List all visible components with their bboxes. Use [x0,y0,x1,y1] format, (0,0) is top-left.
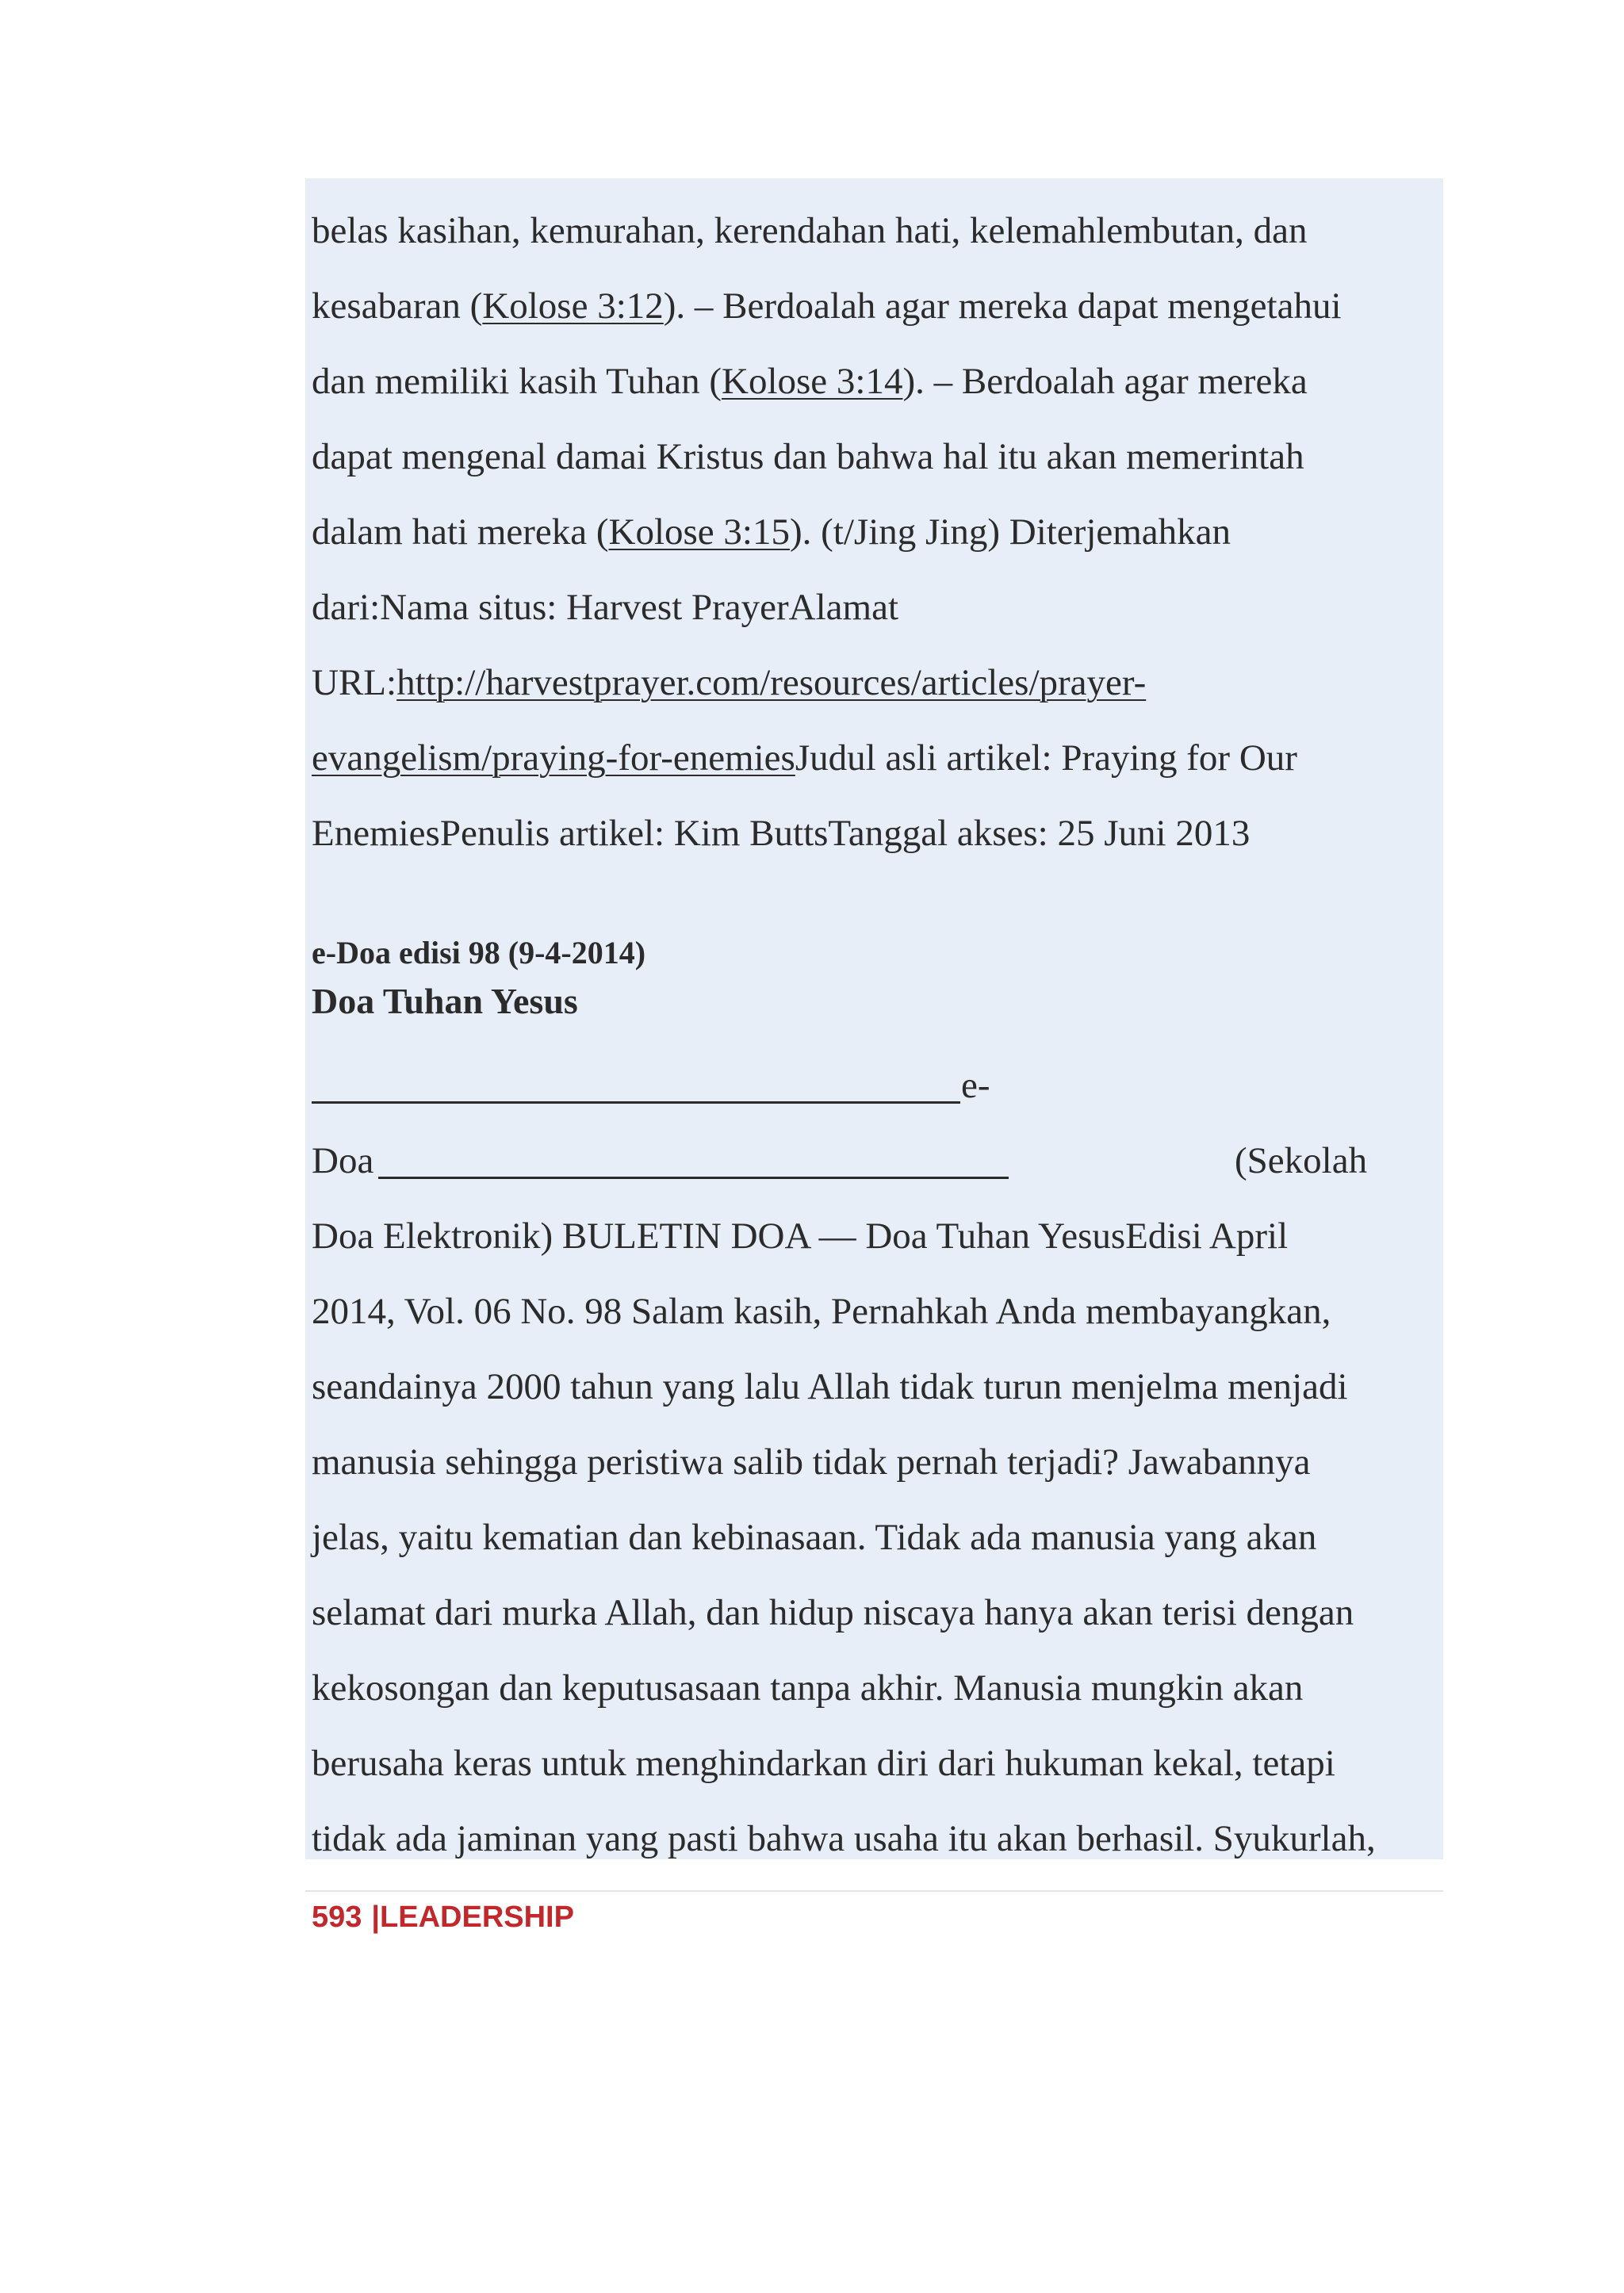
text-segment: kesabaran ( [312,285,483,327]
text-segment: ). (t/Jing Jing) Diterjemahkan [789,511,1231,553]
body-line [312,737,1297,779]
bulletin-brand-fragment: e- [961,1065,990,1106]
body-line [312,511,1231,553]
body-line [312,363,1308,400]
text-segment: dalam hati mereka ( [312,511,609,553]
page-number: 593 [312,1901,362,1934]
text-segment: Judul asli artikel: Praying for Our [795,737,1297,779]
body-line: kekosongan dan keputusasaan tanpa akhir. Manusia mungkin akan [312,1667,1304,1709]
body-line [312,664,1146,702]
text-segment: URL: [312,662,397,703]
body-line: tidak ada jaminan yang pasti bahwa usaha itu akan berhasil. Syukurlah, [312,1818,1376,1859]
article-title: Doa Tuhan Yesus [312,981,578,1021]
edition-heading: e-Doa edisi 98 (9-4-2014) [312,935,646,970]
body-line: Doa Elektronik) BULETIN DOA — Doa Tuhan YesusEdisi April [312,1215,1289,1257]
text-segment: ). – Berdoalah agar mereka dapat mengetahui [663,285,1342,327]
body-line [312,285,1342,327]
body-line: EnemiesPenulis artikel: Kim ButtsTanggal akses: 25 Juni 2013 [312,813,1251,854]
scripture-link-kolose-3-15[interactable]: Kolose 3:15 [608,511,790,553]
footer-divider [305,1890,1443,1892]
body-line: 2014, Vol. 06 No. 98 Salam kasih, Pernahkah Anda membayangkan, [312,1291,1331,1332]
body-line: manusia sehingga peristiwa salib tidak pernah terjadi? Jawabannya [312,1441,1311,1483]
page-footer [312,1901,574,1935]
text-segment: dan memiliki kasih Tuhan ( [312,361,722,402]
body-line: seandainya 2000 tahun yang lalu Allah tidak turun menjelma menjadi [312,1366,1348,1407]
body-line: jelas, yaitu kematian dan kebinasaan. Tidak ada manusia yang akan [312,1517,1317,1558]
section-label: |LEADERSHIP [371,1901,574,1934]
separator-rule [378,1177,1009,1179]
scripture-link-kolose-3-12[interactable]: Kolose 3:12 [482,285,664,327]
source-url-link-continued[interactable]: evangelism/praying-for-enemies [312,737,795,779]
text-segment: ). – Berdoalah agar mereka [902,361,1308,402]
bulletin-subtitle-fragment: (Sekolah [1235,1140,1368,1181]
body-line: berusaha keras untuk menghindarkan diri dari hukuman kekal, tetapi [312,1743,1335,1784]
scripture-link-kolose-3-14[interactable]: Kolose 3:14 [722,361,903,402]
body-line: selamat dari murka Allah, dan hidup niscaya hanya akan terisi dengan [312,1592,1354,1633]
source-url-link[interactable]: http://harvestprayer.com/resources/articles/prayer- [396,662,1147,703]
separator-rule [312,1101,960,1104]
body-line: dapat mengenal damai Kristus dan bahwa hal itu akan memerintah [312,436,1304,477]
bulletin-brand-fragment: Doa [312,1140,374,1181]
body-line: belas kasihan, kemurahan, kerendahan hati, kelemahlembutan, dan [312,210,1308,251]
body-line: dari:Nama situs: Harvest PrayerAlamat [312,587,899,628]
